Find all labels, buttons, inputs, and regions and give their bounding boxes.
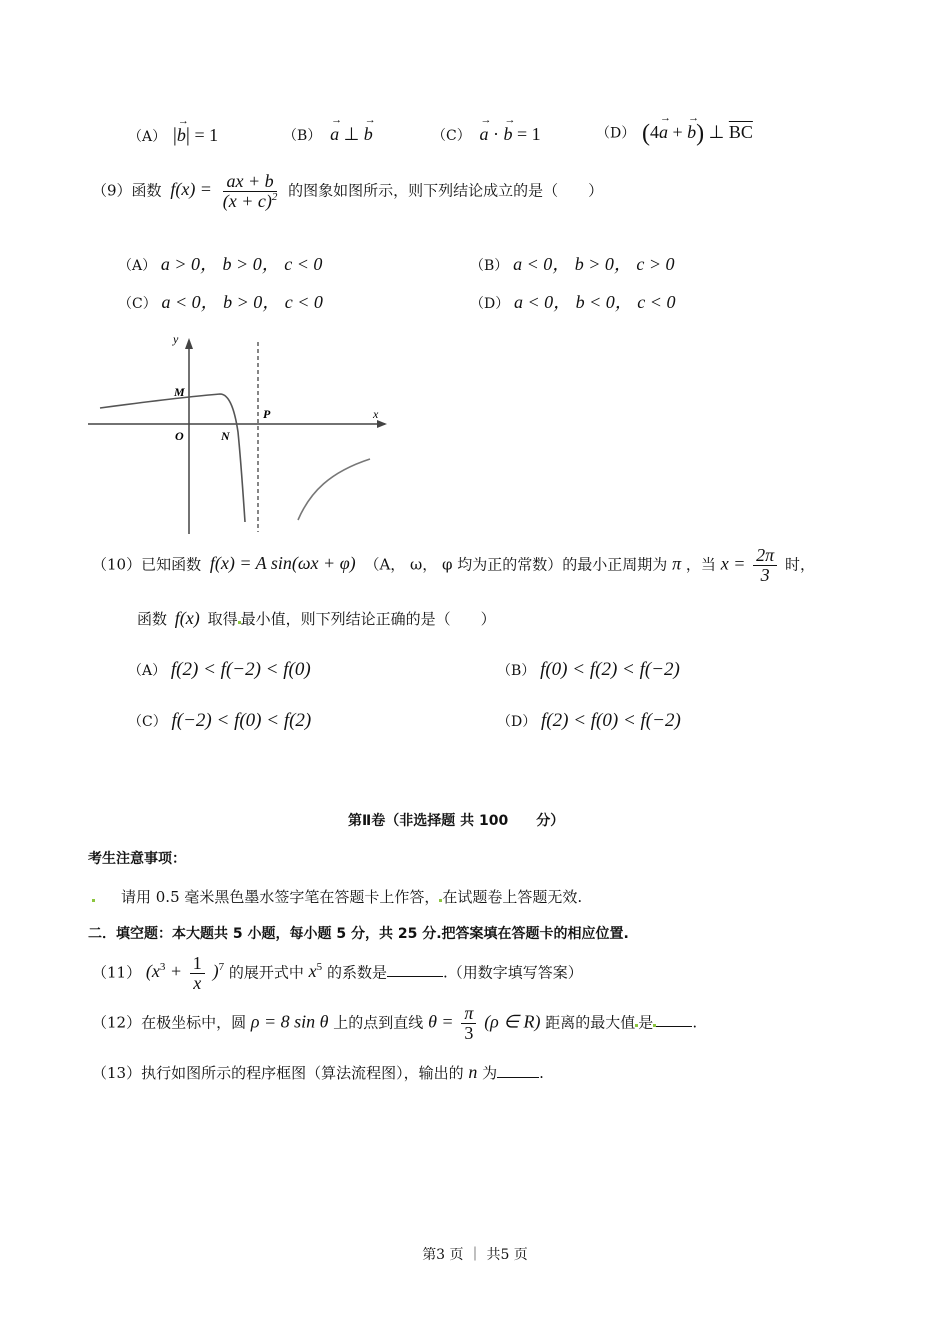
q8-options: [128, 124, 218, 147]
q11-expr: ($x^3$ +: [145, 961, 183, 982]
q8-d-label: （D）: [596, 125, 636, 142]
q9-a-expr: a > 0， b > 0， c < 0: [160, 254, 323, 274]
q10-d-expr: f(2) < f(0) < f(−2): [541, 710, 681, 731]
q11-text-a: 的展开式中: [228, 963, 304, 982]
graph-label-x: x: [373, 407, 379, 421]
q9-option-b: [470, 250, 675, 276]
q10-func: f(x) = A sin(ωx + φ): [209, 553, 356, 574]
q12-fraction: [461, 1004, 476, 1043]
y-axis-arrow: [185, 338, 193, 349]
q12: [92, 1004, 697, 1043]
q10-a-expr: f(2) < f(−2) < f(0): [170, 659, 311, 680]
q10-d-label: （D）: [497, 714, 537, 730]
q12-text-b: 距离的最大值: [545, 1013, 636, 1032]
q9-function-graph: [85, 322, 395, 537]
q9-frac-den: (x + c): [222, 190, 272, 211]
q8-b-expr: → a ⊥ → b: [330, 124, 373, 144]
q9-option-a: [118, 250, 322, 276]
q13-end: .: [539, 1064, 544, 1082]
q10-a-label: （A）: [128, 663, 167, 679]
q9-fraction: [220, 172, 281, 211]
q11-frac-den: x: [193, 972, 202, 993]
q10-stem-line2: [137, 608, 496, 629]
q9-frac-exp: 2: [271, 190, 278, 203]
x-axis-arrow: [377, 420, 387, 428]
q10-option-a: [128, 659, 311, 681]
q11-frac-num: 1: [190, 954, 205, 974]
graph-label-p: P: [263, 407, 271, 421]
q10-xeq: x =: [720, 553, 746, 574]
q9-frac-num: ax + b: [223, 172, 276, 192]
graph-label-n: N: [221, 429, 230, 443]
q10-line2-a: 函数: [137, 610, 168, 628]
notice-rule-b: 在试题卷上答题无效.: [442, 888, 583, 906]
q9-stem: [92, 172, 603, 211]
q9-number: （9）函数: [92, 181, 162, 200]
q9-a-label: （A）: [118, 258, 157, 274]
q13: [92, 1062, 544, 1083]
q10-line2-c: 最小值，则下列结论正确的是（ ）: [240, 610, 496, 628]
q10-c-expr: f(−2) < f(0) < f(2): [171, 710, 312, 731]
q10-c-label: （C）: [128, 714, 167, 730]
q8-option-c: [432, 124, 541, 145]
fill-blank-section: 二．填空题：本大题共 5 小题，每小题 5 分，共 25 分.把答案填在答题卡的相应位置.: [88, 926, 629, 942]
q8-c-label: （C）: [432, 128, 471, 144]
q8-option-b: [283, 124, 373, 145]
q10-option-d: [497, 710, 681, 732]
q10-paren: （A， ω， φ 均为正的常数）的最小正周期为: [364, 555, 668, 574]
q10-option-c: [128, 710, 311, 732]
q11-text-b: 的系数是: [326, 963, 387, 982]
q11: [92, 954, 583, 993]
q11-expr-close: )$^7$: [212, 961, 225, 982]
notice-rule: [92, 886, 582, 907]
q11-fraction: [190, 954, 205, 993]
q9-text: 的图象如图所示，则下列结论成立的是（ ）: [288, 181, 604, 200]
q9-option-d: [470, 288, 675, 314]
q10-when: ，当: [685, 555, 716, 574]
q12-answer-blank[interactable]: [656, 1026, 692, 1027]
q11-x5: $x^5$: [308, 961, 323, 982]
q10-pi: π: [672, 553, 682, 574]
q11-text-c: .（用数字填写答案）: [442, 963, 583, 982]
q12-text-c: 是: [638, 1013, 654, 1032]
graph-label-m: M: [174, 385, 185, 399]
q9-b-label: （B）: [470, 258, 509, 274]
q10-fraction: [753, 546, 777, 585]
part2-title: 第Ⅱ卷（非选择题 共 100 分）: [348, 813, 565, 829]
q10-option-b: [497, 659, 680, 681]
q12-frac-num: π: [461, 1004, 476, 1024]
q9-func: f(x) =: [170, 179, 212, 200]
q10-fx: f(x): [174, 608, 200, 628]
q12-text-num: （12）在极坐标中，圆: [92, 1013, 247, 1032]
q8-d-expr: (4→ a + → b) ⊥ $\overline{BC}$: [642, 122, 753, 142]
graph-label-y: y: [173, 332, 179, 346]
right-branch-curve: [298, 459, 370, 520]
mark-dot: [92, 899, 95, 902]
q12-cond: (ρ ∈ R): [484, 1011, 541, 1032]
notice-heading: 考生注意事项：: [88, 851, 186, 867]
q13-text-b: 为: [482, 1064, 498, 1082]
q11-number: （11）: [92, 963, 142, 982]
q13-n: n: [468, 1062, 478, 1082]
left-branch-curve: [100, 394, 245, 522]
q9-c-expr: a < 0， b > 0， c < 0: [161, 292, 323, 312]
q12-end: .: [692, 1013, 698, 1032]
q10-stem-line1: [92, 546, 815, 585]
q12-frac-den: 3: [464, 1022, 474, 1043]
q9-c-label: （C）: [118, 296, 157, 312]
q10-b-label: （B）: [497, 663, 536, 679]
q11-answer-blank[interactable]: [387, 976, 443, 977]
q8-c-expr: → a · → b = 1: [480, 124, 541, 144]
q9-d-expr: a < 0， b < 0， c < 0: [514, 292, 676, 312]
q10-number: （10）已知函数: [92, 555, 202, 574]
q10-line2-b: 取得: [207, 610, 238, 628]
q10-frac-den: 3: [760, 564, 770, 585]
q8-a-label: （A）: [128, 129, 167, 145]
q9-d-label: （D）: [470, 296, 510, 312]
q12-theta: θ =: [428, 1011, 454, 1032]
q9-b-expr: a < 0， b > 0， c > 0: [513, 254, 675, 274]
q13-text-a: （13）执行如图所示的程序框图（算法流程图），输出的: [92, 1064, 464, 1082]
q8-b-label: （B）: [283, 128, 322, 144]
page-footer: 第3 页 ｜ 共5 页: [422, 1247, 528, 1263]
q12-text-a: 上的点到直线: [333, 1013, 424, 1032]
notice-rule-a: 请用 0.5 毫米黑色墨水签字笔在答题卡上作答，: [121, 888, 440, 906]
q13-answer-blank[interactable]: [497, 1077, 539, 1078]
q12-circle: ρ = 8 sin θ: [250, 1011, 329, 1032]
q10-frac-num: 2π: [753, 546, 777, 566]
q10-shi: 时，: [784, 555, 815, 574]
q10-b-expr: f(0) < f(2) < f(−2): [540, 659, 680, 680]
graph-label-o: O: [175, 429, 184, 443]
q8-option-d: [596, 120, 753, 147]
q8-a-expr: |→ b| = 1: [173, 125, 218, 145]
q9-option-c: [118, 288, 323, 314]
